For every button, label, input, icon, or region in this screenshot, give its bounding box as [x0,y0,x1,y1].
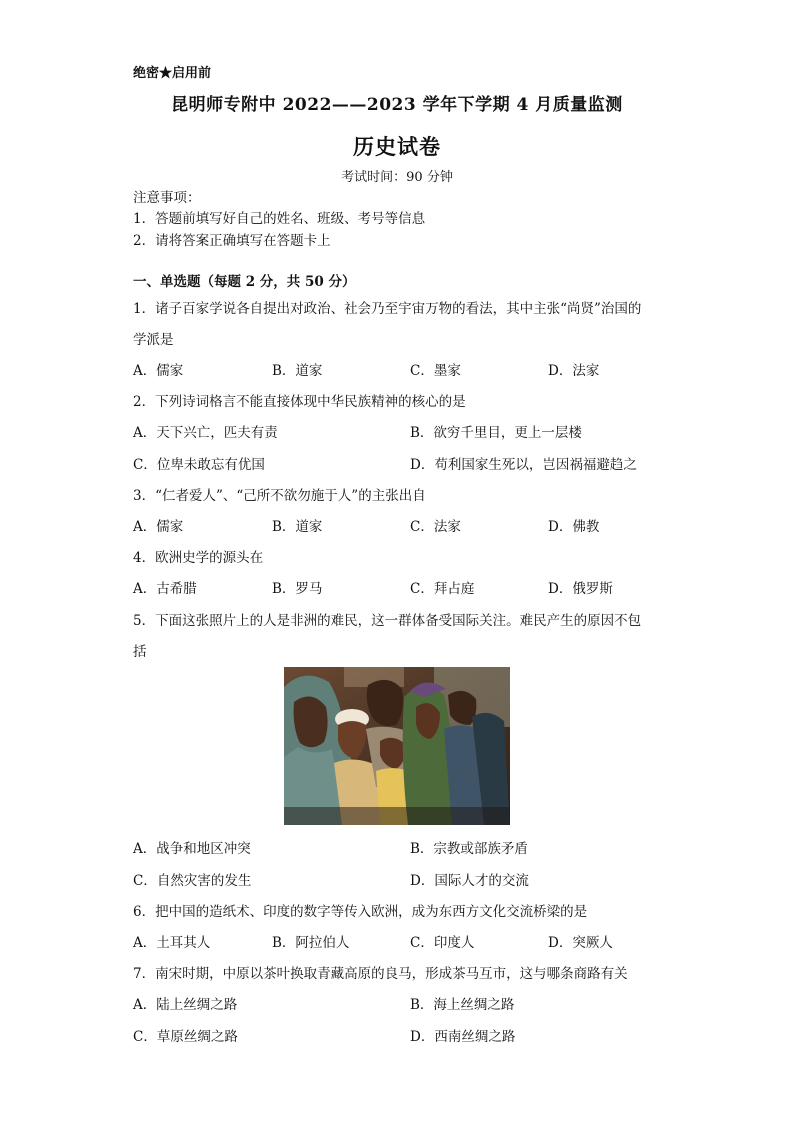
option: D．俄罗斯 [548,581,613,597]
option: A．陆上丝绸之路 [133,997,238,1013]
option: D．突厥人 [548,935,613,951]
option: B．海上丝绸之路 [410,997,515,1013]
option-row [133,1025,693,1045]
option: A．儒家 [133,363,184,379]
option: A．儒家 [133,519,184,535]
question-stem: 7．南宋时期，中原以茶叶换取青藏高原的良马，形成茶马互市，这与哪条商路有关 [133,966,628,982]
option: A．土耳其人 [133,935,211,951]
option: A．古希腊 [133,581,197,597]
option: D．佛教 [548,519,600,535]
option: C．墨家 [410,363,461,379]
option-row [133,931,693,951]
option-row [133,453,693,473]
confidential-label: 绝密★启用前 [133,66,212,81]
option: B．道家 [272,363,323,379]
option: B．道家 [272,519,323,535]
option: A．战争和地区冲突 [133,841,251,857]
option: A．天下兴亡，匹夫有责 [133,425,278,441]
option: B．宗教或部族矛盾 [410,841,528,857]
option-row [133,515,693,535]
question-stem-cont: 学派是 [133,332,174,348]
option-row [133,359,693,379]
notes-heading: 注意事项： [133,190,201,206]
option-row [133,837,693,857]
option: D．西南丝绸之路 [410,1029,516,1045]
section-heading: 一、单选题（每题 2 分，共 50 分） [133,274,356,290]
option: C．自然灾害的发生 [133,873,252,889]
question-stem: 6．把中国的造纸术、印度的数字等传入欧洲，成为东西方文化交流桥梁的是 [133,904,588,920]
question-stem-cont: 括 [133,644,147,660]
option: C．法家 [410,519,461,535]
exam-subject: 历史试卷 [353,134,441,159]
refugee-photo [284,667,510,825]
option: D．苟利国家生死以，岂因祸福避趋之 [410,457,637,473]
option: D．法家 [548,363,600,379]
option-row [133,993,693,1013]
question-stem: 2．下列诗词格言不能直接体现中华民族精神的核心的是 [133,394,466,410]
question-stem: 1．诸子百家学说各自提出对政治、社会乃至宇宙万物的看法，其中主张“尚贤”治国的 [133,301,642,317]
option-row [133,869,693,889]
option-row [133,577,693,597]
option: C．印度人 [410,935,475,951]
note-item: 1．答题前填写好自己的姓名、班级、考号等信息 [133,211,426,227]
question-stem: 3．“仁者爱人”、“己所不欲勿施于人”的主张出自 [133,488,426,504]
note-item: 2．请将答案正确填写在答题卡上 [133,233,331,249]
option: B．阿拉伯人 [272,935,350,951]
exam-time: 考试时间：90 分钟 [341,170,453,185]
option: B．欲穷千里目，更上一层楼 [410,425,582,441]
option: D．国际人才的交流 [410,873,529,889]
exam-title: 昆明师专附中 2022——2023 学年下学期 4 月质量监测 [171,95,623,115]
option: C．拜占庭 [410,581,475,597]
option: C．草原丝绸之路 [133,1029,238,1045]
question-stem: 4．欧洲史学的源头在 [133,550,264,566]
option-row [133,421,693,441]
option: B．罗马 [272,581,323,597]
option: C．位卑未敢忘有优国 [133,457,265,473]
question-stem: 5．下面这张照片上的人是非洲的难民，这一群体备受国际关注。难民产生的原因不包 [133,613,642,629]
